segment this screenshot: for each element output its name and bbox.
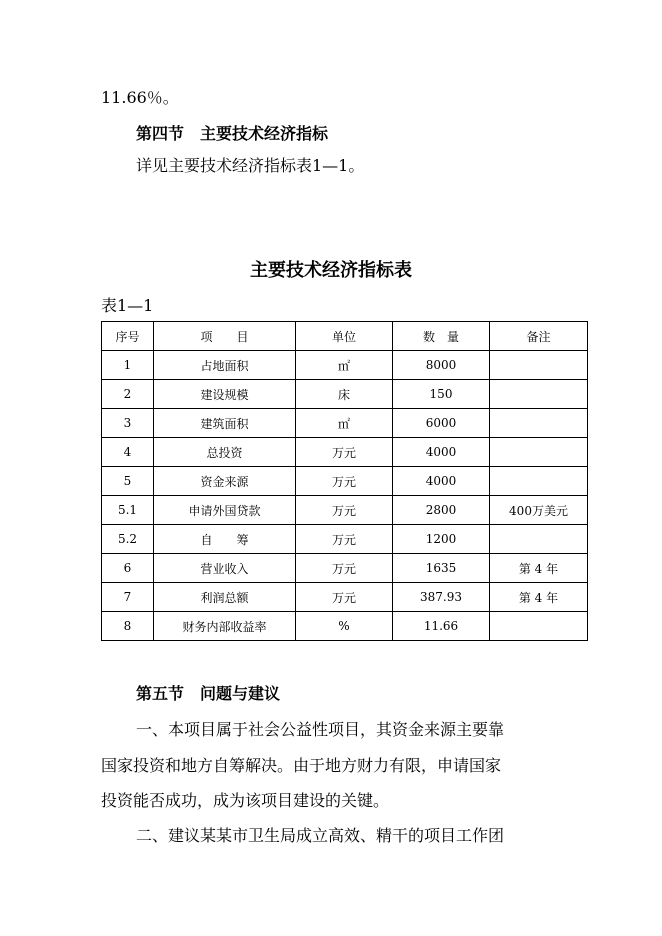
cell-unit: % (296, 612, 393, 641)
cell-index: 5 (102, 467, 154, 496)
cell-remarks (490, 409, 588, 438)
cell-item: 占地面积 (154, 351, 296, 380)
cell-quantity: 6000 (393, 409, 490, 438)
cell-remarks (490, 467, 588, 496)
cell-unit: 万元 (296, 525, 393, 554)
cell-index: 7 (102, 583, 154, 612)
table-label: 表1—1 (101, 296, 154, 315)
cell-index: 3 (102, 409, 154, 438)
cell-item: 建筑面积 (154, 409, 296, 438)
table-row (102, 467, 588, 496)
cell-quantity: 387.93 (393, 583, 490, 612)
cell-remarks: 第 4 年 (490, 554, 588, 583)
cell-unit: ㎡ (296, 409, 393, 438)
cell-remarks: 第 4 年 (490, 583, 588, 612)
paragraph-1-line-2: 国家投资和地方自筹解决。由于地方财力有限，申请国家 (101, 756, 502, 775)
cell-unit: 万元 (296, 438, 393, 467)
cell-unit: 万元 (296, 467, 393, 496)
cell-quantity: 150 (393, 380, 490, 409)
cell-index: 5.2 (102, 525, 154, 554)
table-row (102, 554, 588, 583)
cell-quantity: 4000 (393, 467, 490, 496)
cell-unit: 床 (296, 380, 393, 409)
paragraph-1-line-1: 一、本项目属于社会公益性项目，其资金来源主要靠 (136, 720, 505, 739)
continued-text: 11.66％。 (101, 88, 179, 107)
cell-item: 资金来源 (154, 467, 296, 496)
header-remarks: 备注 (490, 322, 588, 351)
table-row (102, 525, 588, 554)
cell-item: 建设规模 (154, 380, 296, 409)
cell-item: 总投资 (154, 438, 296, 467)
cell-unit: 万元 (296, 583, 393, 612)
table-row (102, 380, 588, 409)
cell-item: 申请外国贷款 (154, 496, 296, 525)
cell-index: 2 (102, 380, 154, 409)
header-quantity: 数 量 (393, 322, 490, 351)
cell-index: 4 (102, 438, 154, 467)
table-row (102, 612, 588, 641)
cell-unit: 万元 (296, 554, 393, 583)
cell-remarks (490, 351, 588, 380)
cell-quantity: 2800 (393, 496, 490, 525)
cell-quantity: 8000 (393, 351, 490, 380)
table-row (102, 438, 588, 467)
header-unit: 单位 (296, 322, 393, 351)
cell-quantity: 1200 (393, 525, 490, 554)
section-4-body: 详见主要技术经济指标表1—1。 (136, 156, 365, 175)
header-item: 项 目 (154, 322, 296, 351)
cell-item: 财务内部收益率 (154, 612, 296, 641)
paragraph-1-line-3: 投资能否成功，成为该项目建设的关键。 (101, 791, 390, 810)
section-4-heading: 第四节 主要技术经济指标 (136, 124, 329, 143)
section-5-heading: 第五节 问题与建议 (136, 684, 281, 703)
cell-unit: 万元 (296, 496, 393, 525)
paragraph-2-line-1: 二、建议某某市卫生局成立高效、精干的项目工作团 (136, 826, 505, 845)
table-header-row (102, 322, 588, 351)
cell-item: 自 筹 (154, 525, 296, 554)
cell-remarks (490, 438, 588, 467)
cell-index: 6 (102, 554, 154, 583)
cell-quantity: 4000 (393, 438, 490, 467)
cell-index: 8 (102, 612, 154, 641)
cell-remarks: 400万美元 (490, 496, 588, 525)
cell-index: 1 (102, 351, 154, 380)
table-title: 主要技术经济指标表 (250, 260, 412, 281)
cell-quantity: 11.66 (393, 612, 490, 641)
table-row (102, 583, 588, 612)
cell-remarks (490, 612, 588, 641)
cell-unit: ㎡ (296, 351, 393, 380)
table-row (102, 351, 588, 380)
cell-remarks (490, 380, 588, 409)
cell-remarks (490, 525, 588, 554)
cell-item: 营业收入 (154, 554, 296, 583)
table-row (102, 409, 588, 438)
cell-index: 5.1 (102, 496, 154, 525)
table-row (102, 496, 588, 525)
cell-quantity: 1635 (393, 554, 490, 583)
header-index: 序号 (102, 322, 154, 351)
cell-item: 利润总额 (154, 583, 296, 612)
indicators-table (101, 321, 588, 641)
